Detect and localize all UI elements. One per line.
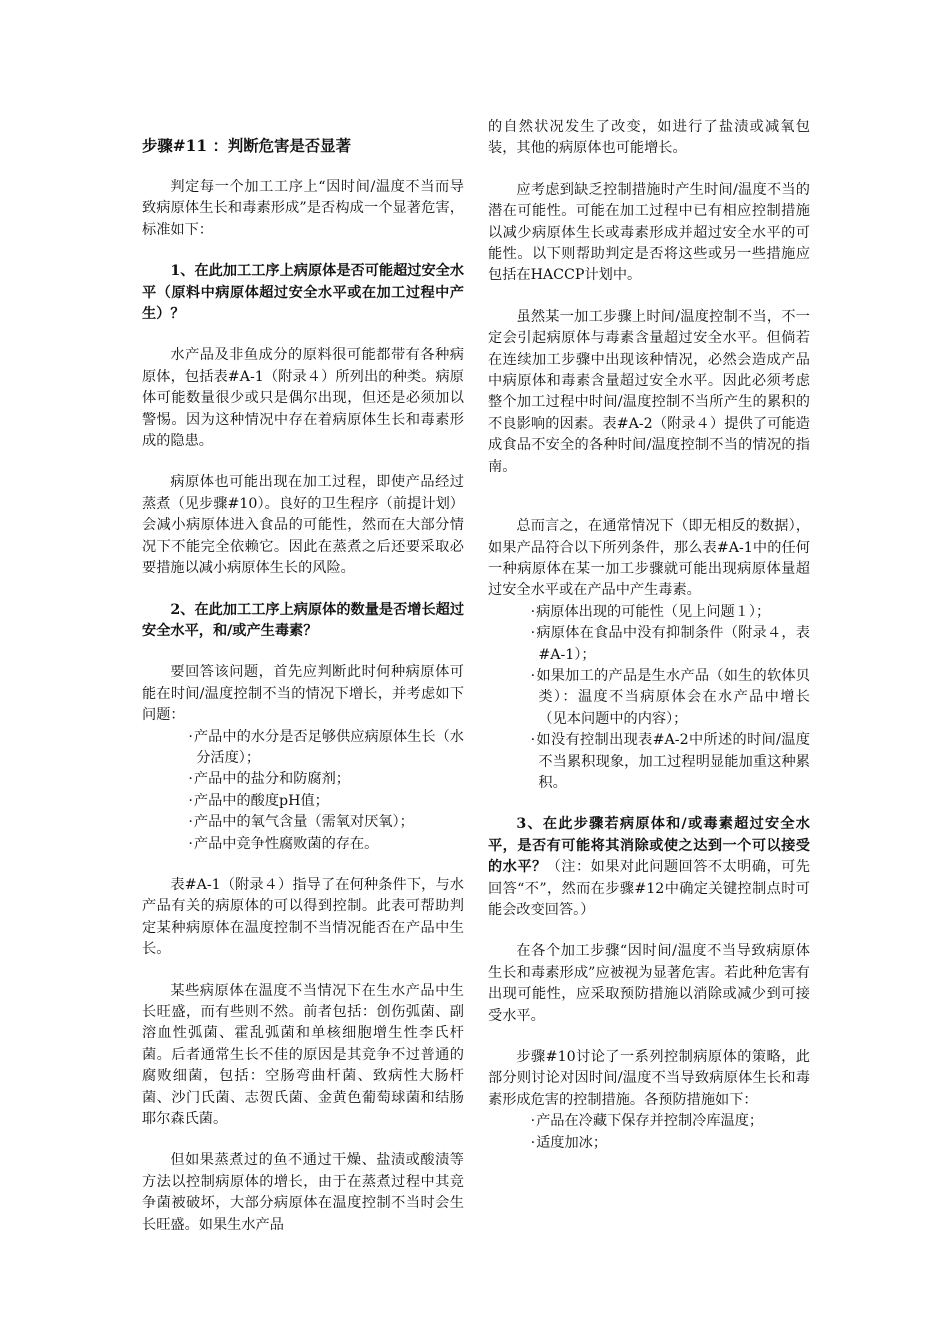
list-item: ·如果加工的产品是生水产品（如生的软体贝类）：温度不当病原体会在水产品中增长（见本问题中的内容）； [530, 667, 810, 727]
right-column [488, 117, 810, 1154]
list-item: ·适度加冰； [530, 1134, 608, 1151]
list-item: ·如没有控制出现表#A-2中所述的时间/温度不当累积现象，加工过程明显能加重这种累积。 [530, 732, 810, 791]
list-item: ·产品中的盐分和防腐剂； [188, 771, 350, 788]
list-item: ·病原体在食品中没有抑制条件（附录４，表#A-1）； [530, 625, 810, 663]
paragraph-continued: 的自然状况发生了改变，如进行了盐渍或减氧包装，其他的病原体也可能增长。 [488, 119, 810, 157]
paragraph: 水产品及非鱼成分的原料很可能都带有各种病原体，包括表#A-1（附录４）所列出的种类。病原体可能数量很少或只是偶尔出现，但还是必须加以警惕。因为这种情况中存在着病原体生长和毒素形成的隐患。 [142, 347, 464, 450]
list-item: ·产品中的水分是否足够供应病原体生长（水分活度）； [188, 728, 464, 766]
paragraph: 要回答该问题，首先应判断此时何种病原体可能在时间/温度控制不当的情况下增长，并考虑如下问题： [142, 664, 464, 724]
bullet-list [510, 1111, 810, 1154]
list-item: ·产品中的氧气含量（需氧对厌氧）； [188, 814, 414, 831]
left-column [142, 135, 464, 1236]
list-item: ·产品在冷藏下保存并控制冷库温度； [530, 1113, 764, 1130]
question-3 [488, 814, 810, 921]
section-heading: 步骤#11 ：判断危害是否显著 [142, 137, 351, 155]
list-item: ·病原体出现的可能性（见上问题１）； [530, 603, 771, 620]
bullet-list [510, 602, 810, 795]
paragraph: 步骤#10讨论了一系列控制病原体的策略，此部分则讨论对因时间/温度不当导致病原体生长和毒素形成危害的控制措施。各预防措施如下： [488, 1049, 810, 1108]
question-3-note: （注：如果对此问题回答不太明确，可先回答“不”，然而在步骤#12中确定关键控制点时可能会改变回答。） [488, 859, 810, 918]
paragraph: 表#A-1（附录４）指导了在何种条件下，与水产品有关的病原体的可以得到控制。此表可帮助判定某种病原体在温度控制不当情况能否在产品中生长。 [142, 876, 464, 958]
list-item: ·产品中的酸度pH值； [188, 792, 329, 809]
list-item: ·产品中竞争性腐败菌的存在。 [188, 835, 379, 852]
question-3-text: 3、在此步骤若病原体和/或毒素超过安全水平，是否有可能将其消除或使之达到一个可以接受的水平？ [488, 816, 810, 876]
bullet-list [160, 727, 464, 855]
question-2: 2、在此加工工序上病原体的数量是否增长超过安全水平，和/或产生毒素？ [142, 601, 465, 639]
paragraph: 总而言之，在通常情况下（即无相反的数据），如果产品符合以下所列条件，那么表#A-1中的任何一种病原体在某一加工步骤就可能出现病原体量超过安全水平或在产品中产生毒素。 [488, 518, 810, 599]
paragraph: 应考虑到缺乏控制措施时产生时间/温度不当的潜在可能性。可能在加工过程中已有相应控制措施以减少病原体生长或毒素形成并超过安全水平的可能性。以下则帮助判定是否将这些或另一些措施应包括在HACCP计划中。 [488, 181, 810, 284]
paragraph: 但如果蒸煮过的鱼不通过干燥、盐渍或酸渍等方法以控制病原体的增长，由于在蒸煮过程中其竞争菌被破坏，大部分病原体在温度控制不当时会生长旺盛。如果生水产品 [142, 1152, 464, 1233]
intro-paragraph: 判定每一个加工工序上“因时间/温度不当而导致病原体生长和毒素形成”是否构成一个显著危害，标准如下： [142, 179, 464, 238]
paragraph: 病原体也可能出现在加工过程，即使产品经过蒸煮（见步骤#10）。良好的卫生程序（前提计划）会减小病原体进入食品的可能性，然而在大部分情况下不能完全依赖它。因此在蒸煮之后还要采取必要措施以减小病原体生长的风险。 [142, 474, 464, 577]
paragraph: 虽然某一加工步骤上时间/温度控制不当，不一定会引起病原体与毒素含量超过安全水平。但倘若在连续加工步骤中出现该种情况，必然会造成产品中病原体和毒素含量超过安全水平。因此必须考虑整个加工过程中时间/温度控制不当所产生的累积的不良影响的因素。表#A-2（附录４）提供了可能造成食品不安全的各种时间/温度控制不当的情况的指南。 [488, 308, 810, 475]
paragraph: 在各个加工步骤“因时间/温度不当导致病原体生长和毒素形成”应被视为显著危害。若此种危害有出现可能性，应采取预防措施以消除或减少到可接受水平。 [488, 943, 810, 1024]
question-1: 1、在此加工工序上病原体是否可能超过安全水平（原料中病原体超过安全水平或在加工过程中产生）？ [142, 263, 465, 323]
paragraph: 某些病原体在温度不当情况下在生水产品中生长旺盛，而有些则不然。前者包括：创伤弧菌、副溶血性弧菌、霍乱弧菌和单核细胞增生性李氏杆菌。后者通常生长不佳的原因是其竞争不过普通的腐败细菌，包括：空肠弯曲杆菌、致病性大肠杆菌、沙门氏菌、志贺氏菌、金黄色葡萄球菌和结肠耶尔森氏菌。 [142, 982, 464, 1128]
